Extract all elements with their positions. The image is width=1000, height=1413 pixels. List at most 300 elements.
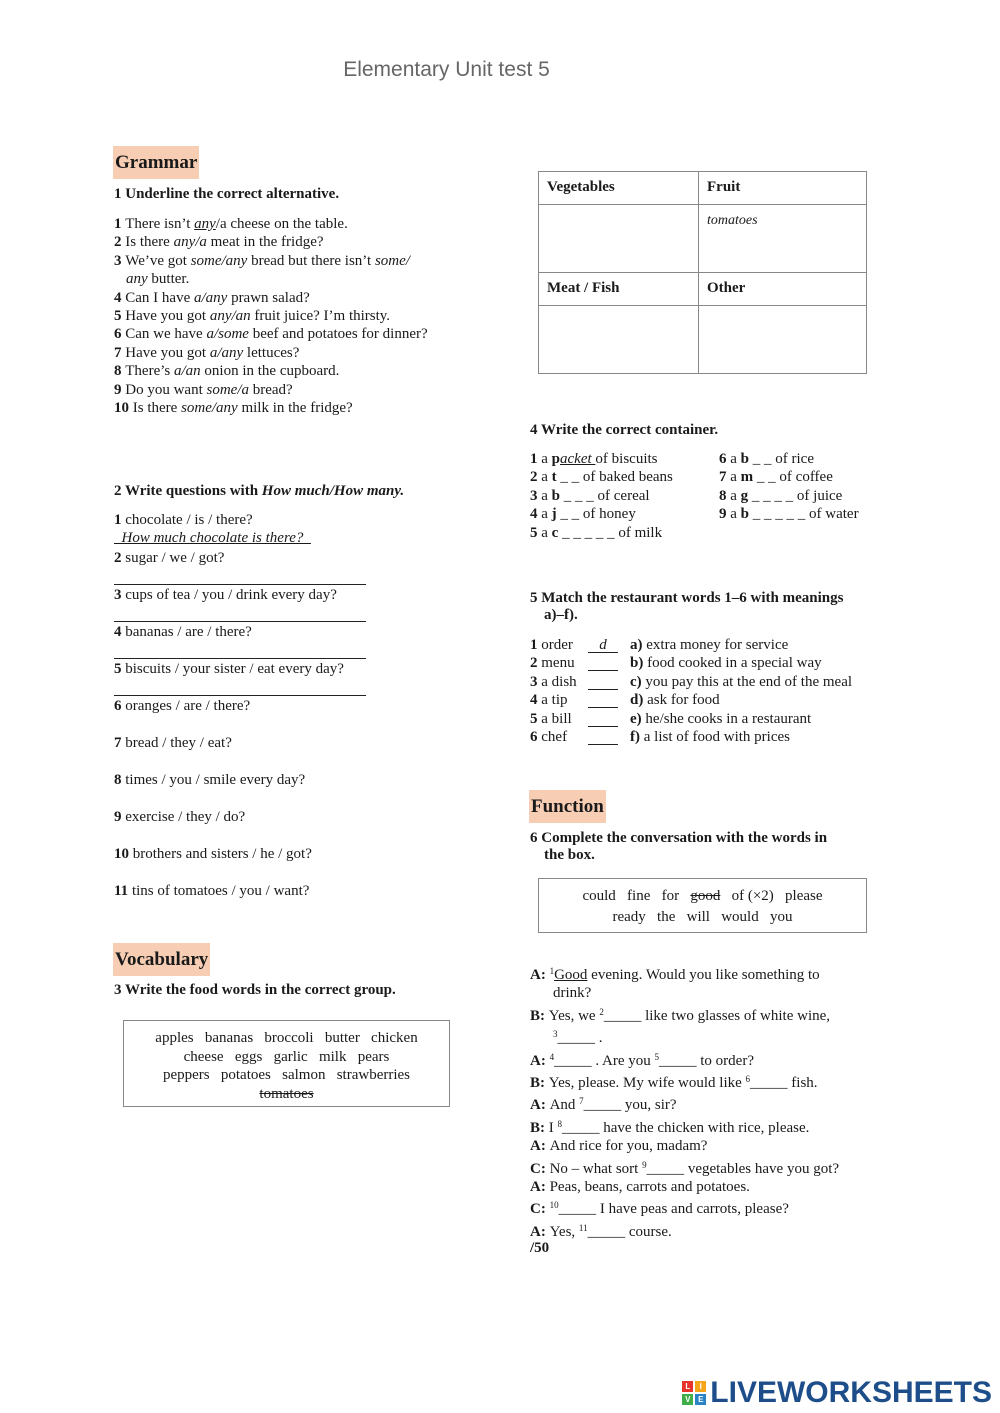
q3-box-line: apples bananas broccoli butter chicken	[155, 1030, 418, 1046]
q4-item	[530, 450, 673, 468]
example-answer: Good	[554, 967, 588, 983]
q1-item	[114, 252, 494, 270]
item-text: a	[541, 524, 552, 541]
q2-prompt	[114, 882, 494, 900]
q4-item	[530, 468, 673, 486]
item-text: chocolate / is / there?	[125, 512, 253, 528]
q1-item	[114, 233, 494, 251]
answer-gap[interactable]: _____	[603, 1007, 642, 1024]
q1-item	[114, 399, 494, 417]
dialogue-text: to order?	[696, 1052, 754, 1069]
dialogue-text: Yes, we	[548, 1007, 600, 1024]
page-title: Elementary Unit test 5	[343, 58, 550, 81]
q6-label-line: 6 Complete the conversation with the words in	[530, 830, 828, 846]
q5-word	[530, 710, 588, 728]
meaning-letter: f)	[630, 729, 644, 746]
meaning-text: extra money for service	[646, 637, 789, 653]
meaning-text: he/she cooks in a restaurant	[645, 710, 812, 727]
answer-blank[interactable]	[588, 728, 618, 745]
item-number: 5	[530, 524, 542, 541]
item-text: brothers and sisters / he / got?	[132, 846, 312, 862]
item-number: 3	[114, 252, 126, 269]
gap-number: 4	[549, 1051, 555, 1062]
meaning-text: food cooked in a special way	[647, 655, 822, 672]
dialogue-text: I	[548, 1119, 558, 1136]
gap-number: 11	[578, 1222, 588, 1233]
vegetables-cell[interactable]	[539, 205, 699, 273]
item-text: a	[730, 451, 741, 467]
liveworksheets-logo-text: LIVEWORKSHEETS	[710, 1376, 992, 1409]
dialogue-text: drink?	[553, 985, 592, 1002]
dialogue-line	[530, 1196, 930, 1218]
q5-item	[530, 673, 910, 691]
dialogue-line	[530, 1178, 930, 1196]
q5-item	[530, 636, 910, 654]
logo-tile: L	[682, 1381, 693, 1392]
item-number: 6	[719, 451, 731, 467]
item-number: 2	[114, 550, 126, 566]
item-text: times / you / smile every day?	[125, 772, 306, 788]
q1-list	[114, 215, 494, 417]
item-number: 2	[114, 234, 126, 251]
other-cell[interactable]	[699, 306, 867, 374]
answer-blank[interactable]	[588, 636, 618, 653]
q5-label-line: a)–f).	[544, 607, 578, 623]
item-number: 6	[114, 698, 126, 714]
q4-item	[530, 524, 673, 542]
meaning-letter: b)	[630, 655, 648, 672]
item-text: bread?	[249, 381, 293, 398]
answer-options[interactable]: any/a	[173, 234, 207, 251]
item-text: menu	[541, 655, 575, 672]
fruit-header: Fruit	[699, 172, 867, 205]
speaker: A:	[530, 1097, 550, 1114]
item-text: There’s	[125, 363, 174, 380]
logo-tile: V	[682, 1394, 693, 1405]
dialogue-line	[530, 1219, 930, 1241]
answer-options[interactable]: any	[126, 271, 148, 288]
first-letter: p	[551, 451, 561, 467]
gap-number: 8	[557, 1118, 562, 1129]
meat-fish-cell[interactable]	[539, 306, 699, 374]
q4-item	[719, 468, 859, 486]
item-text[interactable]: _ _ of baked beans	[556, 469, 673, 486]
item-number: 9	[114, 809, 126, 825]
q2-item	[114, 511, 494, 549]
item-text: a	[541, 469, 552, 486]
q5-list	[530, 636, 910, 746]
answer-options[interactable]: a/any	[193, 289, 228, 306]
answer-options[interactable]: a/some	[206, 326, 249, 343]
item-text: There isn’t	[125, 216, 195, 232]
first-letter: m	[740, 469, 754, 486]
dialogue-line	[530, 1137, 930, 1155]
dialogue-line	[530, 1092, 930, 1114]
q5-label-line: 5 Match the restaurant words 1–6 with meanings	[530, 590, 844, 606]
meaning-letter: e)	[630, 710, 646, 727]
q5-word	[530, 691, 588, 709]
gap-number: 10	[549, 1200, 559, 1211]
item-number: 10	[114, 846, 133, 862]
item-text: Is there	[132, 400, 182, 417]
item-text: Is there	[125, 234, 174, 251]
dialogue-text: like two glasses of white wine,	[641, 1007, 831, 1024]
meat-fish-header: Meat / Fish	[539, 273, 699, 306]
item-text: chef	[541, 729, 568, 746]
dialogue-text: evening. Would you like something to	[587, 967, 820, 983]
dialogue-line	[530, 1003, 930, 1025]
answer-gap[interactable]: _____	[659, 1052, 697, 1069]
q2-example-answer	[114, 529, 494, 547]
answer-options[interactable]: any	[194, 216, 216, 232]
q6-instruction	[530, 830, 827, 864]
item-number: 2	[530, 655, 542, 672]
answer-gap[interactable]: _____	[583, 1097, 622, 1114]
dialogue-line	[530, 962, 930, 984]
first-letter: c	[551, 524, 559, 541]
gap-number: 9	[642, 1159, 647, 1170]
item-text: sugar / we / got?	[125, 550, 225, 566]
item-number: 4	[114, 624, 126, 640]
item-number: 10	[114, 400, 133, 417]
fruit-example: tomatoes	[707, 213, 758, 228]
item-text: cups of tea / you / drink every day?	[125, 587, 337, 603]
q5-word	[530, 728, 588, 746]
food-groups-table	[538, 171, 867, 374]
item-text[interactable]: _ _ of coffee	[753, 469, 833, 486]
item-text: order	[541, 637, 573, 653]
answer-gap[interactable]: _____	[558, 1201, 597, 1218]
speaker: A:	[530, 1138, 550, 1155]
gap-number: 3	[553, 1029, 558, 1040]
item-text: meat in the fridge?	[206, 234, 324, 251]
q2-item	[114, 623, 494, 660]
item-text: a bill	[541, 710, 572, 727]
item-text[interactable]: of biscuits	[595, 451, 658, 467]
dialogue-text: have the chicken with rice, please.	[599, 1119, 810, 1136]
gap-number: 1	[549, 966, 555, 976]
item-number: 2	[530, 469, 542, 486]
item-number: 6	[114, 326, 126, 343]
q1-item	[114, 325, 494, 343]
speaker: A:	[530, 1223, 550, 1240]
q4-right-list	[719, 450, 859, 524]
item-text[interactable]: _ _ _ of cereal	[560, 487, 650, 504]
item-text: a dish	[541, 673, 577, 690]
item-text: a tip	[541, 692, 568, 709]
item-text: /a cheese on the table.	[215, 216, 348, 232]
logo-tile: I	[695, 1381, 706, 1392]
item-text: oranges / are / there?	[125, 698, 251, 714]
answer-options[interactable]: a/an	[173, 363, 201, 380]
item-number: 9	[719, 506, 731, 523]
gap-number: 2	[599, 1006, 604, 1017]
speaker: C:	[530, 1160, 550, 1177]
gap-number: 5	[654, 1051, 659, 1062]
dialogue-text: Peas, beans, carrots and potatoes.	[549, 1179, 750, 1196]
q2-item	[114, 845, 494, 882]
dialogue-text: I have peas and carrots, please?	[596, 1201, 789, 1218]
item-text[interactable]: _ _ _ _ _ of water	[749, 506, 859, 523]
dialogue-line	[530, 984, 930, 1002]
answer-blank[interactable]	[588, 691, 618, 708]
answer-options[interactable]: some/any	[190, 252, 248, 269]
q3-word-box	[123, 1020, 450, 1107]
item-text: a	[541, 506, 552, 523]
item-number: 8	[114, 772, 126, 788]
q2-item	[114, 734, 494, 771]
example-answer: acket	[560, 451, 596, 467]
item-text[interactable]: _ _ _ _ _ of milk	[558, 524, 663, 541]
q5-word	[530, 673, 588, 691]
logo-tile: E	[695, 1394, 706, 1405]
answer-blank[interactable]	[588, 673, 618, 690]
q6-box-words: of (×2) please	[720, 888, 823, 904]
item-text: bread / they / eat?	[125, 735, 232, 751]
dialogue-line	[530, 1156, 930, 1178]
item-number: 6	[530, 729, 542, 746]
q3-box-line-crossed: tomatoes	[259, 1085, 314, 1102]
q2-item	[114, 586, 494, 623]
total-score: /50	[530, 1240, 550, 1256]
answer-gap[interactable]: _____	[646, 1160, 685, 1177]
speaker: B:	[530, 1075, 549, 1092]
first-letter: t	[551, 469, 557, 486]
item-text: milk in the fridge?	[237, 400, 353, 417]
item-number: 3	[114, 587, 126, 603]
item-number: 3	[530, 487, 542, 504]
item-text: Have you got	[125, 308, 210, 325]
q2-prompt	[114, 623, 494, 641]
meaning-letter: c)	[630, 673, 646, 690]
dialogue-line	[530, 1070, 930, 1092]
q1-item	[114, 362, 494, 380]
answer-options[interactable]: some/	[374, 252, 410, 269]
item-number: 8	[114, 363, 126, 380]
item-text: lettuces?	[243, 344, 300, 361]
dialogue-text: course.	[625, 1223, 672, 1240]
vegetables-header: Vegetables	[539, 172, 699, 205]
item-number: 11	[114, 883, 132, 899]
q1-item	[114, 344, 494, 362]
answer-options[interactable]: some/any	[181, 400, 238, 417]
q2-item	[114, 660, 494, 697]
meaning-text: ask for food	[647, 692, 720, 709]
item-text: biscuits / your sister / eat every day?	[125, 661, 344, 677]
item-number: 7	[114, 344, 126, 361]
grammar-heading: Grammar	[113, 146, 199, 179]
q6-box-crossed-word: good	[690, 888, 721, 904]
item-number: 5	[530, 710, 542, 727]
q6-label-line: the box.	[544, 847, 595, 863]
item-number: 9	[114, 381, 126, 398]
fruit-cell[interactable]	[699, 205, 867, 273]
item-text: Can we have	[125, 326, 207, 343]
item-text[interactable]: _ _ _ _ of juice	[748, 487, 843, 504]
q1-item	[114, 307, 494, 325]
dialogue-text: vegetables have you got?	[684, 1160, 840, 1177]
q2-item	[114, 882, 494, 919]
item-number: 1	[114, 512, 126, 528]
item-text[interactable]: _ _ of rice	[749, 451, 814, 467]
dialogue-text: you, sir?	[621, 1097, 677, 1114]
liveworksheets-logo	[682, 1376, 992, 1410]
meaning-text: a list of food with prices	[643, 729, 790, 746]
q5-item	[530, 710, 910, 728]
q6-word-box	[538, 878, 867, 933]
answer-options[interactable]: a/any	[209, 344, 244, 361]
q2-instruction	[114, 483, 404, 500]
q2-label-text: 2 Write questions with	[114, 483, 262, 499]
answer-blank[interactable]	[588, 654, 618, 671]
item-text: Can I have	[125, 289, 194, 306]
speaker: A:	[530, 967, 550, 983]
item-number: 1	[530, 637, 542, 653]
speaker: C:	[530, 1201, 550, 1218]
item-text: exercise / they / do?	[125, 809, 246, 825]
item-number: 5	[114, 661, 126, 677]
example-answer: d	[599, 637, 607, 653]
q2-list	[114, 511, 494, 919]
item-number: 4	[114, 289, 126, 306]
gap-number: 7	[579, 1096, 584, 1107]
dialogue-text: And	[549, 1097, 580, 1114]
dialogue-text: No – what sort	[549, 1160, 643, 1177]
item-number: 1	[530, 451, 542, 467]
liveworksheets-logo-icon	[682, 1381, 706, 1405]
q2-label-italic: How much/How many.	[261, 483, 405, 499]
q3-instruction: 3 Write the food words in the correct group.	[114, 982, 396, 998]
item-text: fruit juice? I’m thirsty.	[250, 308, 391, 325]
q1-item	[114, 270, 494, 288]
q4-left-list	[530, 450, 673, 542]
q5-item	[530, 654, 910, 672]
answer-gap[interactable]: _____	[562, 1119, 600, 1136]
speaker: A:	[530, 1052, 550, 1069]
item-number: 4	[530, 692, 542, 709]
item-text: We’ve got	[125, 252, 191, 269]
dialogue-text: And rice for you, madam?	[549, 1138, 708, 1155]
example-answer-text: How much chocolate is there?	[114, 530, 311, 547]
q2-prompt	[114, 586, 494, 604]
answer-gap[interactable]: _____	[750, 1075, 788, 1092]
dialogue-text: . Are you	[591, 1052, 655, 1069]
q2-prompt	[114, 511, 494, 529]
item-text: butter.	[147, 271, 190, 288]
item-text: a	[541, 451, 552, 467]
item-number: 7	[114, 735, 126, 751]
q2-item	[114, 808, 494, 845]
q2-prompt	[114, 549, 494, 567]
item-text: Do you want	[125, 381, 207, 398]
q1-instruction: 1 Underline the correct alternative.	[114, 186, 340, 202]
q6-box-words: could fine for	[582, 888, 691, 904]
dialogue-line	[530, 1115, 930, 1137]
q4-item	[719, 505, 859, 523]
answer-gap[interactable]: _____	[587, 1223, 626, 1240]
function-heading: Function	[529, 790, 606, 823]
vocabulary-heading: Vocabulary	[113, 943, 210, 976]
dialogue-text: Yes,	[549, 1223, 579, 1240]
q2-prompt	[114, 771, 494, 789]
speaker: B:	[530, 1007, 549, 1024]
item-text: a	[730, 506, 741, 523]
q4-item	[530, 505, 673, 523]
item-text: prawn salad?	[227, 289, 310, 306]
q5-instruction	[530, 590, 843, 624]
q5-item	[530, 691, 910, 709]
answer-options[interactable]: any/an	[209, 308, 251, 325]
first-letter: b	[551, 487, 561, 504]
item-text: bananas / are / there?	[125, 624, 252, 640]
item-text: a	[730, 487, 741, 504]
meaning-letter: d)	[630, 692, 648, 709]
q5-word	[530, 654, 588, 672]
dialogue-text: Yes, please. My wife would like	[548, 1075, 746, 1092]
other-header: Other	[699, 273, 867, 306]
first-letter: b	[740, 506, 750, 523]
meaning-text: you pay this at the end of the meal	[645, 673, 853, 690]
q2-prompt	[114, 660, 494, 678]
item-number: 7	[719, 469, 731, 486]
q2-item	[114, 697, 494, 734]
dialogue-line	[530, 1025, 930, 1047]
first-letter: j	[551, 506, 557, 523]
q6-dialogue	[530, 962, 930, 1241]
item-number: 1	[114, 216, 126, 232]
item-text: onion in the cupboard.	[200, 363, 340, 380]
dialogue-text: fish.	[787, 1075, 818, 1092]
item-text: tins of tomatoes / you / want?	[131, 883, 310, 899]
item-text[interactable]: _ _ of honey	[556, 506, 636, 523]
q2-prompt	[114, 845, 494, 863]
item-number: 4	[530, 506, 542, 523]
q4-instruction: 4 Write the correct container.	[530, 422, 719, 438]
q3-box-line: cheese eggs garlic milk pears	[183, 1048, 390, 1065]
q6-box-line	[539, 886, 866, 907]
item-number: 8	[719, 487, 731, 504]
q3-box-line: peppers potatoes salmon strawberries	[162, 1067, 411, 1083]
item-text: beef and potatoes for dinner?	[248, 326, 428, 343]
q5-word	[530, 636, 588, 654]
q1-item	[114, 215, 494, 233]
item-text: a	[730, 469, 741, 486]
q5-item	[530, 728, 910, 746]
answer-blank[interactable]	[588, 710, 618, 727]
speaker: B:	[530, 1119, 549, 1136]
q4-item	[719, 450, 859, 468]
q2-item	[114, 549, 494, 586]
speaker: A:	[530, 1179, 550, 1196]
item-text: a	[541, 487, 552, 504]
answer-gap[interactable]: _____	[554, 1052, 592, 1069]
gap-number: 6	[745, 1074, 751, 1085]
dialogue-line	[530, 1048, 930, 1070]
q2-prompt	[114, 734, 494, 752]
item-text: bread but there isn’t	[247, 252, 375, 269]
q4-item	[530, 487, 673, 505]
item-text: Have you got	[125, 344, 210, 361]
first-letter: b	[740, 451, 750, 467]
q1-item	[114, 381, 494, 399]
answer-gap[interactable]: _____	[557, 1030, 595, 1047]
q6-box-line: ready the will would you	[612, 909, 793, 925]
answer-options[interactable]: some/a	[206, 381, 249, 398]
q4-item	[719, 487, 859, 505]
q1-item	[114, 289, 494, 307]
first-letter: g	[740, 487, 749, 504]
item-number: 3	[530, 673, 542, 690]
